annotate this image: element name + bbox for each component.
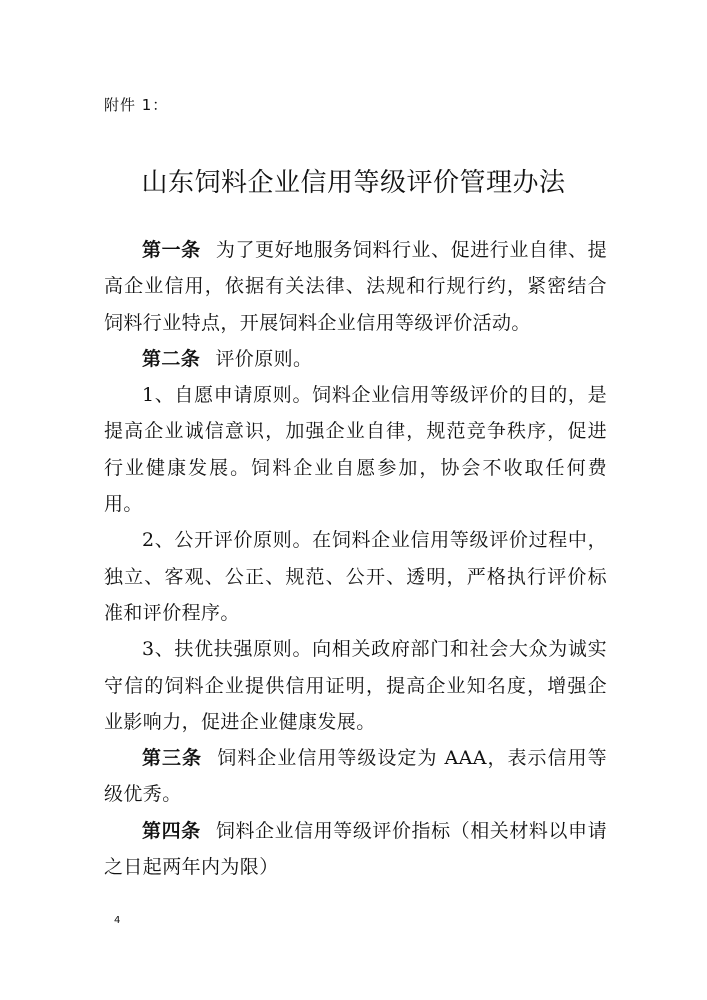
principle-2-paragraph [104, 522, 607, 631]
paragraph-text: 饲料企业信用等级评价指标（相关材料以申请之日起两年内为限） [104, 819, 607, 879]
document-body [104, 232, 607, 885]
article-label: 第四条 [142, 819, 201, 842]
paragraph-text: 1、自愿申请原则。饲料企业信用等级评价的目的，是提高企业诚信意识，加强企业自律，规范竞争秩序，促进行业健康发展。饲料企业自愿参加，协会不收取任何费用。 [104, 384, 607, 516]
article-label: 第三条 [142, 747, 203, 770]
article-2-paragraph [104, 341, 607, 377]
document-title: 山东饲料企业信用等级评价管理办法 [141, 168, 566, 198]
paragraph-text: 2、公开评价原则。在饲料企业信用等级评价过程中，独立、客观、公正、规范、公开、透明，严格执行评价标准和评价程序。 [104, 529, 607, 624]
paragraph-text: 饲料企业信用等级设定为 AAA，表示信用等级优秀。 [104, 747, 607, 806]
paragraph-text: 评价原则。 [215, 347, 313, 370]
paragraph-text: 3、扶优扶强原则。向相关政府部门和社会大众为诚实守信的饲料企业提供信用证明，提高企业知名度，增强企业影响力，促进企业健康发展。 [104, 638, 607, 733]
article-3-paragraph [104, 740, 607, 813]
principle-3-paragraph [104, 631, 607, 740]
article-1-paragraph [104, 232, 607, 341]
article-label: 第一条 [142, 239, 201, 261]
principle-1-paragraph [104, 377, 607, 522]
page-number: 4 [114, 915, 121, 926]
paragraph-text: 为了更好地服务饲料行业、促进行业自律、提高企业信用，依据有关法律、法规和行规行约，紧密结合饲料行业特点，开展饲料企业信用等级评价活动。 [104, 239, 607, 334]
attachment-label: 附件 1： [104, 96, 169, 114]
article-4-paragraph [104, 813, 607, 886]
article-label: 第二条 [142, 347, 201, 370]
